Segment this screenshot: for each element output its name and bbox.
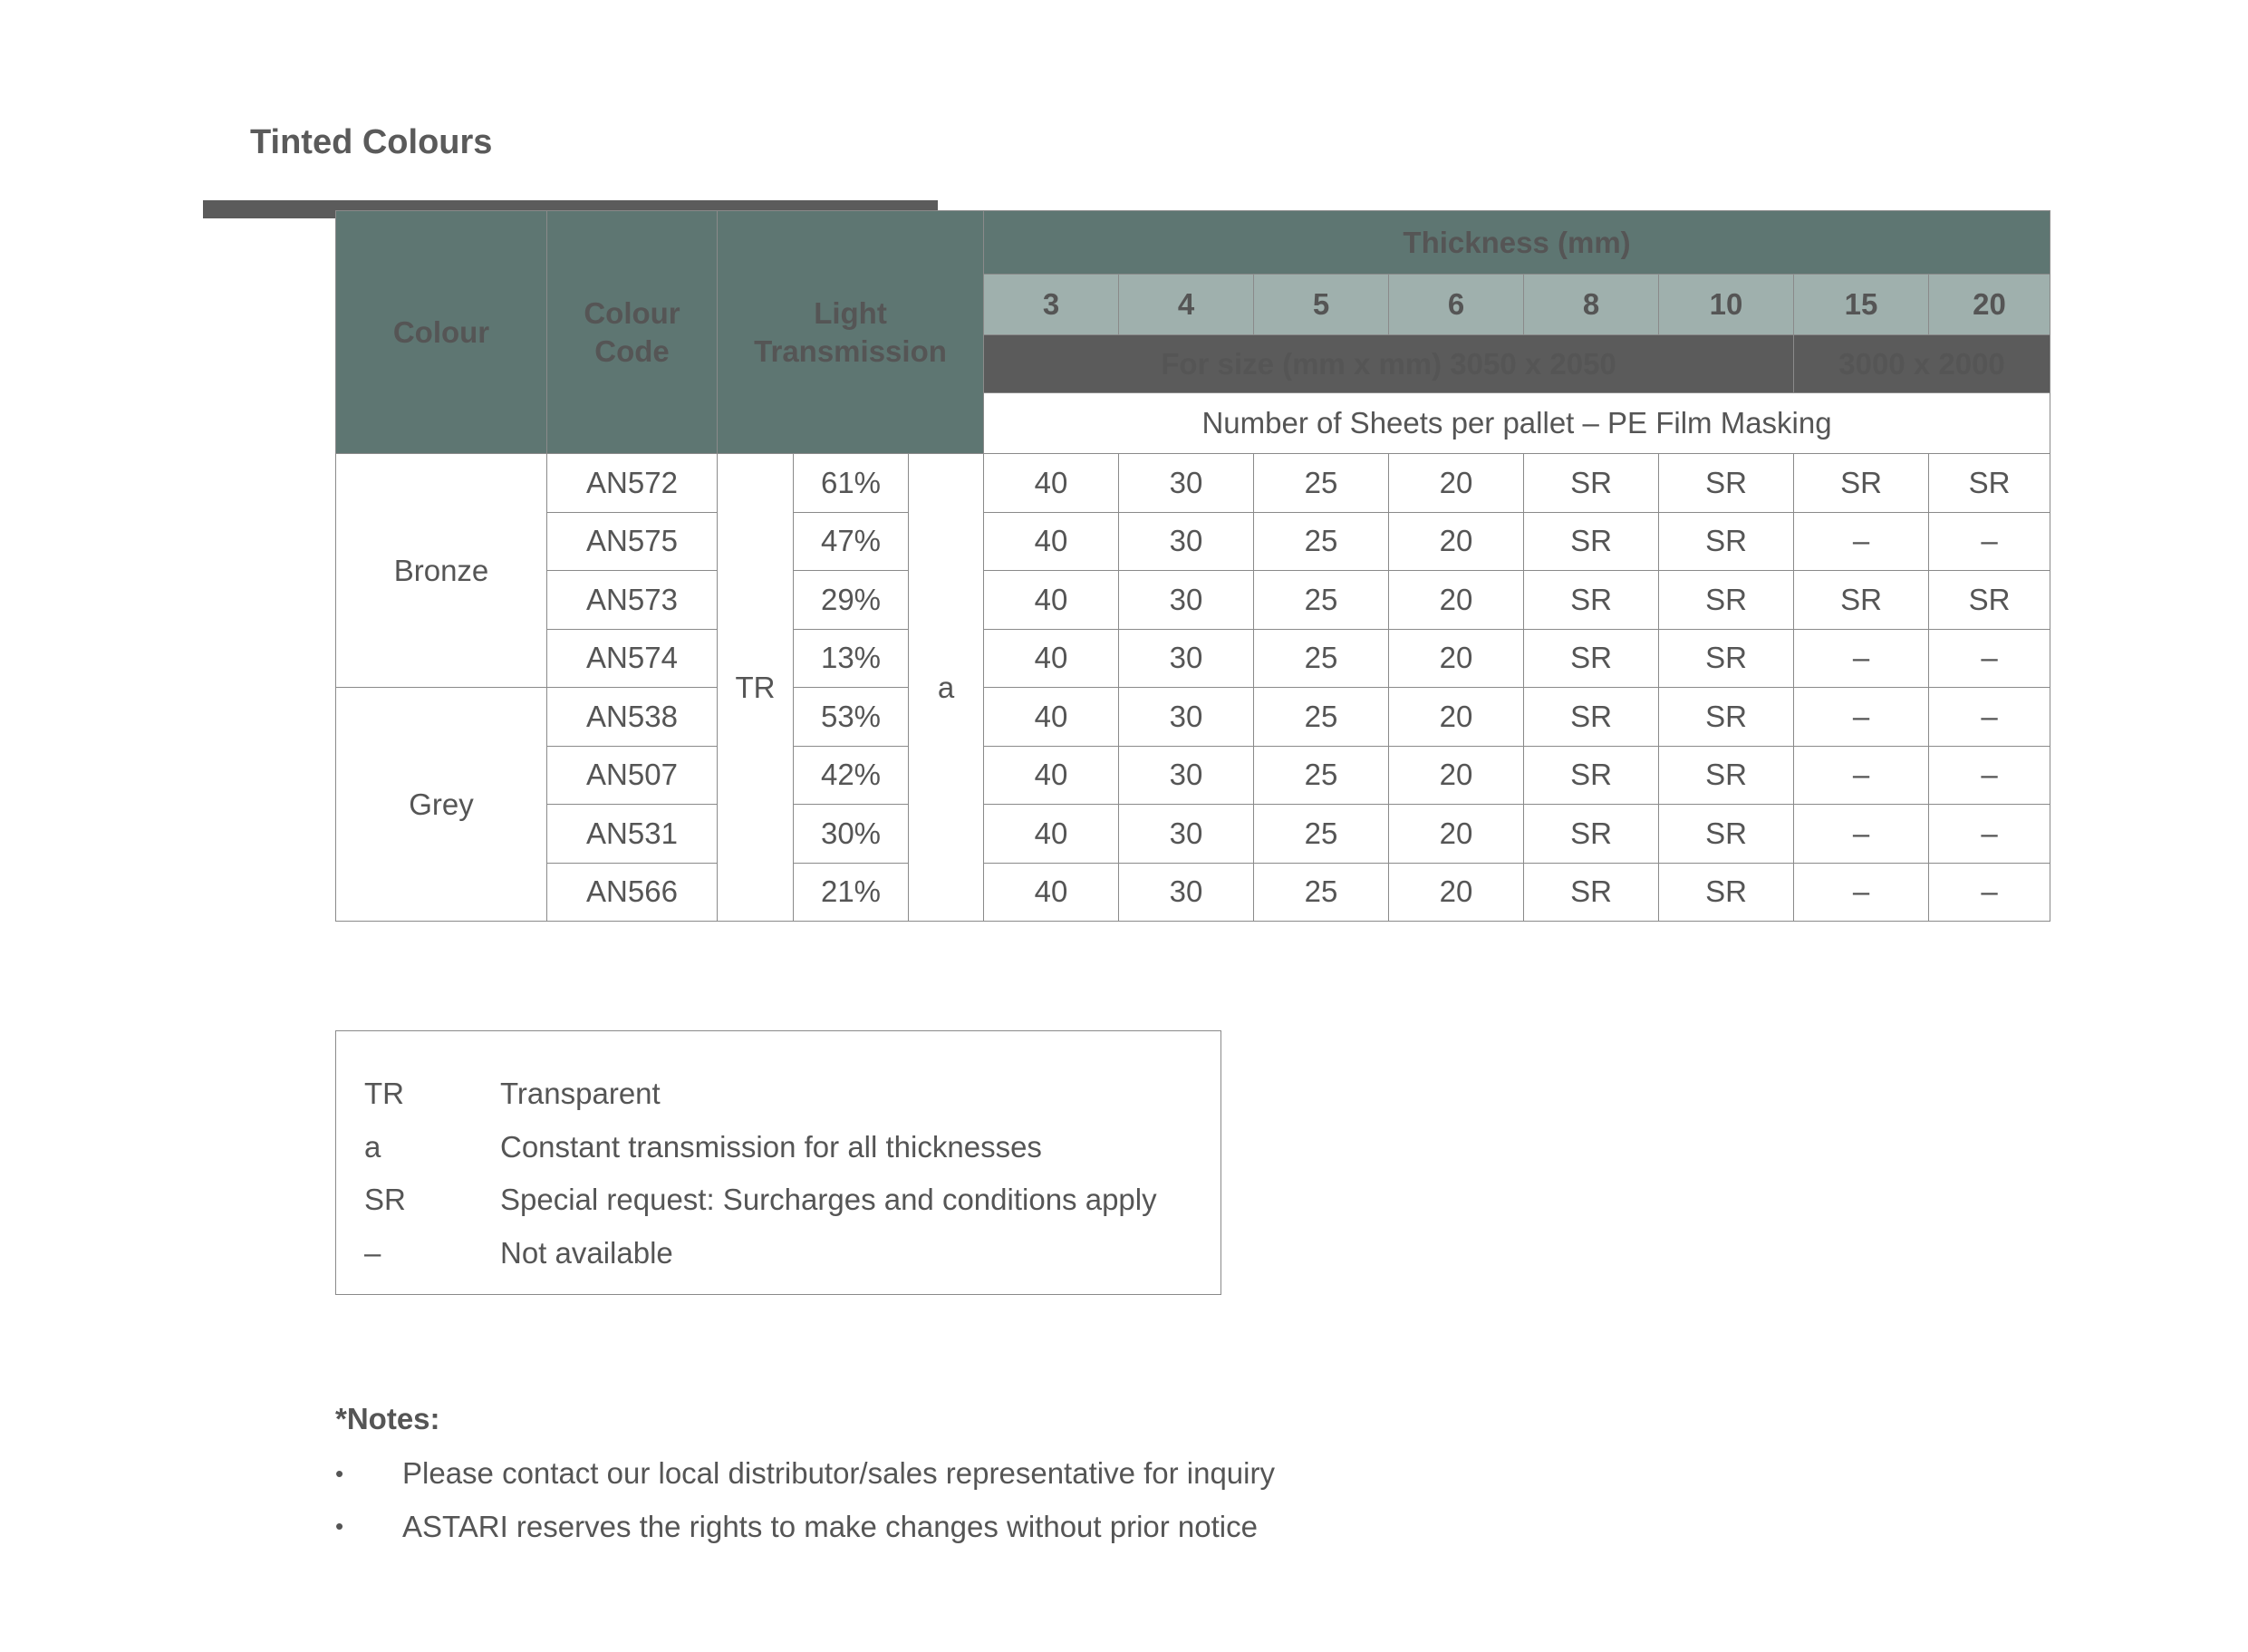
notes-heading: *Notes: (335, 1402, 440, 1435)
sheets-value-cell: 40 (984, 512, 1119, 571)
colour-code-cell: AN573 (547, 571, 718, 630)
light-transmission-cell: 13% (794, 629, 909, 688)
sheets-per-pallet-header: Number of Sheets per pallet – PE Film Masking (984, 393, 2050, 454)
bullet-icon: • (335, 1459, 344, 1487)
constant-transmission-cell: a (909, 454, 984, 922)
thickness-15-header: 15 (1794, 275, 1929, 335)
light-transmission-cell: 21% (794, 863, 909, 922)
sheets-value-cell: 20 (1389, 805, 1524, 864)
sheets-value-cell: – (1929, 863, 2050, 922)
table-row (336, 512, 2050, 571)
sheets-value-cell: 30 (1119, 688, 1254, 747)
sheets-value-cell: SR (1659, 746, 1794, 805)
sheets-value-cell: – (1929, 512, 2050, 571)
bullet-icon: • (335, 1512, 344, 1541)
sheets-value-cell: 25 (1254, 805, 1389, 864)
sheets-value-cell: – (1794, 805, 1929, 864)
sheets-value-cell: SR (1524, 571, 1659, 630)
sheets-value-cell: 25 (1254, 688, 1389, 747)
legend-description: Not available (500, 1235, 673, 1270)
sheets-value-cell: SR (1929, 454, 2050, 513)
sheets-value-cell: SR (1659, 454, 1794, 513)
legend-item (336, 1227, 1220, 1280)
thickness-8-header: 8 (1524, 275, 1659, 335)
sheets-value-cell: SR (1659, 571, 1794, 630)
sheets-value-cell: – (1929, 746, 2050, 805)
tinted-colours-table (335, 210, 2050, 922)
light-transmission-cell: 42% (794, 746, 909, 805)
colour-name-cell: Grey (336, 688, 547, 922)
sheets-value-cell: 20 (1389, 863, 1524, 922)
thickness-6-header: 6 (1389, 275, 1524, 335)
sheets-value-cell: 40 (984, 629, 1119, 688)
sheets-value-cell: SR (1524, 629, 1659, 688)
transparency-cell: TR (718, 454, 794, 922)
sheets-value-cell: SR (1794, 454, 1929, 513)
table-row (336, 746, 2050, 805)
thickness-10-header: 10 (1659, 275, 1794, 335)
table-row (336, 629, 2050, 688)
sheets-value-cell: 40 (984, 863, 1119, 922)
legend-item (336, 1121, 1220, 1174)
sheets-value-cell: – (1794, 512, 1929, 571)
legend-key: SR (364, 1183, 406, 1217)
sheets-value-cell: 20 (1389, 629, 1524, 688)
sheets-value-cell: 40 (984, 746, 1119, 805)
colour-code-header: Colour Code (547, 211, 718, 454)
light-transmission-cell: 30% (794, 805, 909, 864)
colour-code-cell: AN531 (547, 805, 718, 864)
sheets-value-cell: 40 (984, 454, 1119, 513)
thickness-4-header: 4 (1119, 275, 1254, 335)
sheets-value-cell: 20 (1389, 571, 1524, 630)
sheets-value-cell: SR (1659, 512, 1794, 571)
sheets-value-cell: SR (1659, 863, 1794, 922)
sheets-value-cell: 30 (1119, 571, 1254, 630)
sheets-value-cell: SR (1524, 805, 1659, 864)
colour-code-cell: AN574 (547, 629, 718, 688)
legend-description: Special request: Surcharges and conditions apply (500, 1183, 1157, 1217)
sheets-value-cell: – (1929, 688, 2050, 747)
legend-item (336, 1174, 1220, 1227)
sheets-value-cell: – (1929, 629, 2050, 688)
sheets-value-cell: SR (1659, 805, 1794, 864)
legend-key: – (364, 1235, 381, 1270)
light-transmission-cell: 29% (794, 571, 909, 630)
legend-key: TR (364, 1077, 404, 1111)
sheets-value-cell: 25 (1254, 512, 1389, 571)
light-transmission-cell: 53% (794, 688, 909, 747)
sheets-value-cell: SR (1524, 746, 1659, 805)
table-row (336, 863, 2050, 922)
table-row (336, 688, 2050, 747)
sheets-value-cell: 25 (1254, 571, 1389, 630)
colour-code-cell: AN507 (547, 746, 718, 805)
sheets-value-cell: 40 (984, 688, 1119, 747)
sheets-value-cell: 30 (1119, 629, 1254, 688)
legend-description: Transparent (500, 1077, 661, 1111)
notes-list (335, 1447, 1275, 1553)
sheets-value-cell: SR (1794, 571, 1929, 630)
sheets-value-cell: – (1794, 629, 1929, 688)
sheets-value-cell: 20 (1389, 512, 1524, 571)
light-transmission-cell: 47% (794, 512, 909, 571)
sheets-value-cell: 30 (1119, 512, 1254, 571)
thickness-5-header: 5 (1254, 275, 1389, 335)
sheets-value-cell: 30 (1119, 805, 1254, 864)
sheets-value-cell: 25 (1254, 863, 1389, 922)
note-text: ASTARI reserves the rights to make changes without prior notice (402, 1509, 1258, 1543)
legend-item (336, 1068, 1220, 1121)
thickness-header: Thickness (mm) (984, 211, 2050, 275)
sheets-value-cell: 25 (1254, 746, 1389, 805)
sheets-value-cell: – (1929, 805, 2050, 864)
colour-code-cell: AN538 (547, 688, 718, 747)
sheets-value-cell: 25 (1254, 629, 1389, 688)
sheets-value-cell: 30 (1119, 863, 1254, 922)
colour-header: Colour (336, 211, 547, 454)
size-header-3050x2050: For size (mm x mm) 3050 x 2050 (984, 335, 1794, 393)
legend-description: Constant transmission for all thicknesses (500, 1129, 1042, 1164)
table-row (336, 454, 2050, 513)
size-header-3000x2000: 3000 x 2000 (1794, 335, 2050, 393)
legend-box (335, 1030, 1221, 1295)
sheets-value-cell: 20 (1389, 746, 1524, 805)
sheets-value-cell: SR (1524, 863, 1659, 922)
sheets-value-cell: 25 (1254, 454, 1389, 513)
note-item (335, 1501, 1275, 1554)
sheets-value-cell: – (1794, 688, 1929, 747)
sheets-value-cell: SR (1524, 688, 1659, 747)
sheets-value-cell: – (1794, 863, 1929, 922)
sheets-value-cell: 20 (1389, 688, 1524, 747)
sheets-value-cell: 30 (1119, 746, 1254, 805)
colour-name-cell: Bronze (336, 454, 547, 688)
sheets-value-cell: SR (1659, 629, 1794, 688)
page-title: Tinted Colours (250, 123, 493, 161)
colour-code-cell: AN566 (547, 863, 718, 922)
legend-key: a (364, 1129, 381, 1164)
sheets-value-cell: SR (1659, 688, 1794, 747)
sheets-value-cell: 40 (984, 571, 1119, 630)
table-row (336, 805, 2050, 864)
sheets-value-cell: SR (1524, 454, 1659, 513)
note-text: Please contact our local distributor/sales representative for inquiry (402, 1456, 1275, 1491)
table-row (336, 571, 2050, 630)
light-transmission-cell: 61% (794, 454, 909, 513)
sheets-value-cell: 40 (984, 805, 1119, 864)
light-transmission-header: Light Transmission (718, 211, 984, 454)
sheets-value-cell: 20 (1389, 454, 1524, 513)
colour-code-cell: AN572 (547, 454, 718, 513)
thickness-20-header: 20 (1929, 275, 2050, 335)
thickness-3-header: 3 (984, 275, 1119, 335)
colour-code-cell: AN575 (547, 512, 718, 571)
sheets-value-cell: – (1794, 746, 1929, 805)
note-item (335, 1447, 1275, 1501)
sheets-value-cell: SR (1929, 571, 2050, 630)
sheets-value-cell: SR (1524, 512, 1659, 571)
sheets-value-cell: 30 (1119, 454, 1254, 513)
